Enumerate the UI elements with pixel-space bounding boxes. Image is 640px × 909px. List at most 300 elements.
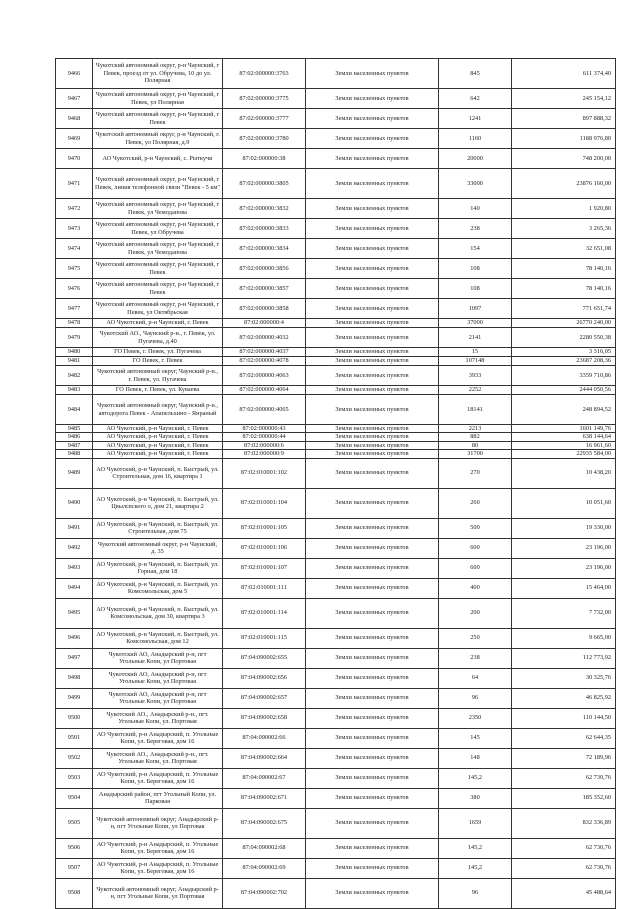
- cadastral-value-cell: 7 732,00: [512, 598, 616, 628]
- cadastral-number-cell: 87:04:090002:69: [223, 858, 306, 878]
- table-row: [56, 169, 616, 199]
- area-cell: 238: [439, 219, 512, 239]
- land-category-cell: Земли населенных пунктов: [306, 458, 439, 488]
- address-cell: АО Чукотский, р-н Чаунский, п. Быстрый, ул. Комсомольская, дом 30, квартира 3: [93, 598, 223, 628]
- table-row: [56, 708, 616, 728]
- table-row: [56, 149, 616, 169]
- row-number: 9480: [56, 348, 93, 357]
- cadastral-number-cell: 87:02:000000:38: [223, 149, 306, 169]
- row-number: 9494: [56, 578, 93, 598]
- land-category-cell: Земли населенных пунктов: [306, 149, 439, 169]
- cadastral-value-cell: 62 730,76: [512, 858, 616, 878]
- row-number: 9476: [56, 279, 93, 299]
- cadastral-value-cell: 62 644,35: [512, 728, 616, 748]
- cadastral-number-cell: 87:02:000000:43: [223, 425, 306, 433]
- address-cell: АО Чукотский, р-н Анадырский, п. Угольные Копи, ул. Береговая, дом 16: [93, 858, 223, 878]
- table-row: [56, 299, 616, 319]
- cadastral-number-cell: 87:02:000000:3857: [223, 279, 306, 299]
- area-cell: 18141: [439, 395, 512, 425]
- cadastral-number-cell: 87:02:000000:44: [223, 433, 306, 441]
- table-row: [56, 425, 616, 433]
- table-row: [56, 558, 616, 578]
- row-number: 9490: [56, 488, 93, 518]
- address-cell: Анадырский район, пгт Угольный Копи, ул. Парковая: [93, 788, 223, 808]
- land-category-cell: Земли населенных пунктов: [306, 518, 439, 538]
- address-cell: АО Чукотский, р-н Чаунский, п. Быстрый, ул. Строительная, дом 16, квартира 1: [93, 458, 223, 488]
- cadastral-value-cell: 1 920,80: [512, 199, 616, 219]
- land-category-cell: Земли населенных пунктов: [306, 357, 439, 366]
- row-number: 9498: [56, 668, 93, 688]
- address-cell: Чукотский автономный округ, р-н Чаунский, г Певек, ул Полярная: [93, 89, 223, 109]
- land-category-cell: Земли населенных пунктов: [306, 538, 439, 558]
- land-category-cell: Земли населенных пунктов: [306, 395, 439, 425]
- table-row: [56, 728, 616, 748]
- cadastral-number-cell: 87:02:000000:4: [223, 319, 306, 328]
- address-cell: Чукотский автономный округ, Чаунский р-н., г. Певек, ул. Пугачева: [93, 366, 223, 386]
- table-row: [56, 357, 616, 366]
- land-category-cell: Земли населенных пунктов: [306, 578, 439, 598]
- address-cell: АО Чукотский, р-н Чаунский, п. Быстрый, ул. Комсомольская, дом 5: [93, 578, 223, 598]
- cadastral-value-cell: 1188 976,80: [512, 129, 616, 149]
- address-cell: АО Чукотский, р-н Анадырский, п. Угольные Копи, ул. Береговая, дом 16: [93, 838, 223, 858]
- cadastral-value-cell: 23 196,00: [512, 558, 616, 578]
- cadastral-number-cell: 87:02:010001:115: [223, 628, 306, 648]
- land-category-cell: Земли населенных пунктов: [306, 259, 439, 279]
- land-category-cell: Земли населенных пунктов: [306, 858, 439, 878]
- cadastral-number-cell: 87:04:090002:68: [223, 838, 306, 858]
- cadastral-number-cell: 87:02:000000:3856: [223, 259, 306, 279]
- cadastral-number-cell: 87:02:010001:105: [223, 518, 306, 538]
- row-number: 9471: [56, 169, 93, 199]
- cadastral-value-cell: 3 265,36: [512, 219, 616, 239]
- address-cell: Чукотский АО, Анадырский р-н, пгт Угольные Копи, ул Портовая: [93, 648, 223, 668]
- table-row: [56, 386, 616, 395]
- cadastral-number-cell: 87:02:010001:104: [223, 488, 306, 518]
- area-cell: 20000: [439, 149, 512, 169]
- cadastral-number-cell: 87:02:000000:6: [223, 441, 306, 449]
- cadastral-number-cell: 87:02:000000:9: [223, 450, 306, 458]
- cadastral-number-cell: 87:02:000000:4063: [223, 366, 306, 386]
- cadastral-number-cell: 87:02:000000:4032: [223, 328, 306, 348]
- cadastral-value-cell: 32 651,08: [512, 239, 616, 259]
- address-cell: АО Чукотский, р-н Чаунский, г. Певек: [93, 433, 223, 441]
- table-row: [56, 59, 616, 89]
- table-row: [56, 395, 616, 425]
- area-cell: 200: [439, 598, 512, 628]
- address-cell: Чукотский автономный округ, р-н Чаунский, г. Певек, ул Полярная, д.9: [93, 129, 223, 149]
- cadastral-number-cell: 87:04:090002:664: [223, 748, 306, 768]
- land-category-cell: Земли населенных пунктов: [306, 808, 439, 838]
- row-number: 9501: [56, 728, 93, 748]
- row-number: 9473: [56, 219, 93, 239]
- area-cell: 37000: [439, 319, 512, 328]
- table-row: [56, 748, 616, 768]
- table-row: [56, 109, 616, 129]
- cadastral-value-cell: 2444 050,56: [512, 386, 616, 395]
- table-row: [56, 668, 616, 688]
- area-cell: 260: [439, 488, 512, 518]
- row-number: 9485: [56, 425, 93, 433]
- area-cell: 380: [439, 788, 512, 808]
- cadastral-number-cell: 87:04:090002:702: [223, 878, 306, 908]
- area-cell: 140: [439, 199, 512, 219]
- row-number: 9505: [56, 808, 93, 838]
- table-row: [56, 808, 616, 838]
- cadastral-number-cell: 87:02:000000:3805: [223, 169, 306, 199]
- land-category-cell: Земли населенных пунктов: [306, 488, 439, 518]
- row-number: 9504: [56, 788, 93, 808]
- address-cell: АО Чукотский, р-н Чаунский, г. Певек: [93, 441, 223, 449]
- area-cell: 3933: [439, 366, 512, 386]
- row-number: 9479: [56, 328, 93, 348]
- cadastral-value-cell: 15 464,00: [512, 578, 616, 598]
- table-row: [56, 768, 616, 788]
- cadastral-value-cell: 638 144,64: [512, 433, 616, 441]
- cadastral-value-cell: 10 438,20: [512, 458, 616, 488]
- cadastral-number-cell: 87:02:010001:107: [223, 558, 306, 578]
- cadastral-value-cell: 78 140,16: [512, 279, 616, 299]
- address-cell: Чукотский АО., Анадырский р-н., пгт. Угольные Копи, ул. Портовая: [93, 748, 223, 768]
- area-cell: 107148: [439, 357, 512, 366]
- area-cell: 1659: [439, 808, 512, 838]
- area-cell: 1097: [439, 299, 512, 319]
- area-cell: 96: [439, 878, 512, 908]
- table-row: [56, 328, 616, 348]
- cadastral-number-cell: 87:04:090002:656: [223, 668, 306, 688]
- area-cell: 400: [439, 578, 512, 598]
- cadastral-number-cell: 87:04:090002:655: [223, 648, 306, 668]
- row-number: 9484: [56, 395, 93, 425]
- row-number: 9466: [56, 59, 93, 89]
- row-number: 9506: [56, 838, 93, 858]
- land-category-cell: Земли населенных пунктов: [306, 648, 439, 668]
- area-cell: 15: [439, 348, 512, 357]
- address-cell: Чукотский АО., Анадырский р-н., пгт. Угольные Копи, ул. Портовая: [93, 708, 223, 728]
- address-cell: АО Чукотский, р-н Анадырский, п. Угольные Копи, ул. Береговая, дом 16: [93, 768, 223, 788]
- address-cell: Чукотский АО, Анадырский р-н, пгт Угольные Копи, ул Портовая: [93, 688, 223, 708]
- cadastral-value-cell: 1601 149,76: [512, 425, 616, 433]
- area-cell: 154: [439, 239, 512, 259]
- area-cell: 500: [439, 518, 512, 538]
- cadastral-value-cell: 26770 240,00: [512, 319, 616, 328]
- land-category-cell: Земли населенных пунктов: [306, 748, 439, 768]
- address-cell: Чукотский АО, Анадырский р-н, пгт Угольные Копи, ул Портовая: [93, 668, 223, 688]
- land-category-cell: Земли населенных пунктов: [306, 328, 439, 348]
- address-cell: Чукотский автономный округ, р-н Чаунский, г Певек, линия телефонной связи "Певек - 5 км": [93, 169, 223, 199]
- cadastral-value-cell: 62 730,76: [512, 838, 616, 858]
- table-row: [56, 348, 616, 357]
- row-number: 9493: [56, 558, 93, 578]
- cadastral-value-cell: 771 651,74: [512, 299, 616, 319]
- cadastral-value-cell: 832 336,89: [512, 808, 616, 838]
- address-cell: АО Чукотский, р-н Чаунский, п. Быстрый, ул. Комсомольская, дом 12: [93, 628, 223, 648]
- area-cell: 145: [439, 728, 512, 748]
- area-cell: 642: [439, 89, 512, 109]
- table-row: [56, 219, 616, 239]
- cadastral-number-cell: 87:02:000000:4078: [223, 357, 306, 366]
- land-category-cell: Земли населенных пунктов: [306, 89, 439, 109]
- row-number: 9495: [56, 598, 93, 628]
- cadastral-value-cell: 3359 710,86: [512, 366, 616, 386]
- address-cell: Чукотский АО., Чаунский р-н., г. Певек, ул. Пугачева, д.40: [93, 328, 223, 348]
- cadastral-number-cell: 87:02:000000:3775: [223, 89, 306, 109]
- row-number: 9497: [56, 648, 93, 668]
- cadastral-number-cell: 87:02:000000:3832: [223, 199, 306, 219]
- area-cell: 238: [439, 648, 512, 668]
- cadastral-value-cell: 46 825,92: [512, 688, 616, 708]
- row-number: 9472: [56, 199, 93, 219]
- row-number: 9482: [56, 366, 93, 386]
- cadastral-number-cell: 87:02:010001:102: [223, 458, 306, 488]
- table-row: [56, 279, 616, 299]
- cadastral-number-cell: 87:02:010001:111: [223, 578, 306, 598]
- cadastral-value-cell: 16 961,60: [512, 441, 616, 449]
- address-cell: АО Чукотский, р-н Чаунский, п. Быстрый, ул. Цвылсвского о, дом 21, квартира 2: [93, 488, 223, 518]
- land-category-cell: Земли населенных пунктов: [306, 386, 439, 395]
- row-number: 9486: [56, 433, 93, 441]
- cadastral-value-cell: 611 374,40: [512, 59, 616, 89]
- cadastral-value-cell: 23687 208,36: [512, 357, 616, 366]
- row-number: 9470: [56, 149, 93, 169]
- land-category-cell: Земли населенных пунктов: [306, 279, 439, 299]
- land-category-cell: Земли населенных пунктов: [306, 768, 439, 788]
- cadastral-value-cell: 748 200,00: [512, 149, 616, 169]
- row-number: 9491: [56, 518, 93, 538]
- cadastral-number-cell: 87:04:090002:671: [223, 788, 306, 808]
- area-cell: 2141: [439, 328, 512, 348]
- land-category-cell: Земли населенных пунктов: [306, 788, 439, 808]
- cadastral-value-cell: 23876 160,00: [512, 169, 616, 199]
- row-number: 9489: [56, 458, 93, 488]
- address-cell: АО Чукотский, р-н Чаунский, г. Певек: [93, 319, 223, 328]
- table-row: [56, 366, 616, 386]
- table-row: [56, 878, 616, 908]
- table-row: [56, 648, 616, 668]
- area-cell: 250: [439, 628, 512, 648]
- cadastral-value-cell: 9 665,00: [512, 628, 616, 648]
- row-number: 9481: [56, 357, 93, 366]
- address-cell: АО Чукотский, р-н Чаунский, с. Рыткучи: [93, 149, 223, 169]
- area-cell: 80: [439, 441, 512, 449]
- row-number: 9483: [56, 386, 93, 395]
- row-number: 9499: [56, 688, 93, 708]
- address-cell: ГО Певек, г. Певек, ул. Пугачева: [93, 348, 223, 357]
- area-cell: 270: [439, 458, 512, 488]
- land-category-cell: Земли населенных пунктов: [306, 450, 439, 458]
- land-category-cell: Земли населенных пунктов: [306, 169, 439, 199]
- area-cell: 31700: [439, 450, 512, 458]
- address-cell: Чукотский автономный округ, Анадырский р-н, пгт Угольные Копи, ул Портовая: [93, 878, 223, 908]
- land-category-cell: Земли населенных пунктов: [306, 129, 439, 149]
- table-row: [56, 838, 616, 858]
- address-cell: Чукотский автономный округ, р-н Чаунский, г Певек, ул Обручева: [93, 219, 223, 239]
- area-cell: 600: [439, 538, 512, 558]
- cadastral-number-cell: 87:02:000000:3834: [223, 239, 306, 259]
- land-plot-table: [55, 58, 616, 909]
- land-category-cell: Земли населенных пунктов: [306, 708, 439, 728]
- cadastral-number-cell: 87:04:090002:658: [223, 708, 306, 728]
- land-category-cell: Земли населенных пунктов: [306, 219, 439, 239]
- area-cell: 108: [439, 279, 512, 299]
- cadastral-number-cell: 87:04:090002:657: [223, 688, 306, 708]
- address-cell: ГО Певек, г. Певек: [93, 357, 223, 366]
- cadastral-number-cell: 87:02:010001:114: [223, 598, 306, 628]
- cadastral-value-cell: 72 189,96: [512, 748, 616, 768]
- land-category-cell: Земли населенных пунктов: [306, 199, 439, 219]
- area-cell: 145,2: [439, 838, 512, 858]
- cadastral-number-cell: 87:02:000000:3777: [223, 109, 306, 129]
- cadastral-value-cell: 78 140,16: [512, 259, 616, 279]
- table-row: [56, 628, 616, 648]
- row-number: 9478: [56, 319, 93, 328]
- land-category-cell: Земли населенных пунктов: [306, 728, 439, 748]
- row-number: 9477: [56, 299, 93, 319]
- area-cell: 1160: [439, 129, 512, 149]
- cadastral-number-cell: 87:04:090002:66: [223, 728, 306, 748]
- cadastral-number-cell: 87:02:000000:4064: [223, 386, 306, 395]
- land-category-cell: Земли населенных пунктов: [306, 433, 439, 441]
- land-category-cell: Земли населенных пунктов: [306, 366, 439, 386]
- table-row: [56, 89, 616, 109]
- cadastral-number-cell: 87:02:000000:3780: [223, 129, 306, 149]
- address-cell: ГО Певек, г. Певек, ул. Куваева: [93, 386, 223, 395]
- address-cell: Чукотский автономный округ, р-н Чаунский, г Певек, проезд от ул. Обручева, 10 до ул. Полярная: [93, 59, 223, 89]
- table-row: [56, 538, 616, 558]
- row-number: 9508: [56, 878, 93, 908]
- row-number: 9475: [56, 259, 93, 279]
- address-cell: АО Чукотский, р-н Чаунский, г. Певек: [93, 425, 223, 433]
- cadastral-number-cell: 87:04:090002:675: [223, 808, 306, 838]
- land-category-cell: Земли населенных пунктов: [306, 109, 439, 129]
- table-row: [56, 450, 616, 458]
- land-category-cell: Земли населенных пунктов: [306, 239, 439, 259]
- area-cell: 2213: [439, 425, 512, 433]
- cadastral-value-cell: 112 773,92: [512, 648, 616, 668]
- address-cell: Чукотский автономный округ, Анадырский р-н, пгт Угольные Копи, ул Портовая: [93, 808, 223, 838]
- land-category-cell: Земли населенных пунктов: [306, 299, 439, 319]
- row-number: 9488: [56, 450, 93, 458]
- address-cell: АО Чукотский, р-н Чаунский, п. Быстрый, ул. Строительная, дом 75: [93, 518, 223, 538]
- cadastral-value-cell: 62 730,76: [512, 768, 616, 788]
- land-category-cell: Земли населенных пунктов: [306, 441, 439, 449]
- address-cell: Чукотский автономный округ, р-н Чаунский, г Певек, ул Чемоданова: [93, 239, 223, 259]
- cadastral-value-cell: 19 330,00: [512, 518, 616, 538]
- row-number: 9467: [56, 89, 93, 109]
- cadastral-number-cell: 87:04:090002:67: [223, 768, 306, 788]
- address-cell: Чукотский автономный округ, р-н Чаунский, г Певек: [93, 279, 223, 299]
- area-cell: 600: [439, 558, 512, 578]
- area-cell: 845: [439, 59, 512, 89]
- cadastral-value-cell: 110 144,50: [512, 708, 616, 728]
- table-row: [56, 788, 616, 808]
- land-category-cell: Земли населенных пунктов: [306, 628, 439, 648]
- address-cell: Чукотский автономный округ, р-н Чаунский, г Певек: [93, 259, 223, 279]
- address-cell: Чукотский автономный округ, р-н Чаунский, г Певек, ул Октябрьская: [93, 299, 223, 319]
- address-cell: АО Чукотский, р-н Чаунский, п. Быстрый, ул. Горная, дом 18: [93, 558, 223, 578]
- area-cell: 1241: [439, 109, 512, 129]
- row-number: 9496: [56, 628, 93, 648]
- area-cell: 64: [439, 668, 512, 688]
- land-category-cell: Земли населенных пунктов: [306, 558, 439, 578]
- address-cell: Чукотский автономный округ, р-н Чаунский, г Певек, ул Чемоданова: [93, 199, 223, 219]
- row-number: 9507: [56, 858, 93, 878]
- table-row: [56, 239, 616, 259]
- row-number: 9487: [56, 441, 93, 449]
- cadastral-value-cell: 185 352,60: [512, 788, 616, 808]
- cadastral-value-cell: 22935 584,00: [512, 450, 616, 458]
- cadastral-number-cell: 87:02:000000:4065: [223, 395, 306, 425]
- row-number: 9469: [56, 129, 93, 149]
- cadastral-value-cell: 23 196,00: [512, 538, 616, 558]
- cadastral-number-cell: 87:02:000000:3858: [223, 299, 306, 319]
- table-row: [56, 441, 616, 449]
- table-row: [56, 858, 616, 878]
- row-number: 9502: [56, 748, 93, 768]
- land-category-cell: Земли населенных пунктов: [306, 425, 439, 433]
- row-number: 9468: [56, 109, 93, 129]
- cadastral-number-cell: 87:02:000000:3763: [223, 59, 306, 89]
- address-cell: АО Чукотский, р-н Чаунский, г. Певек: [93, 450, 223, 458]
- cadastral-value-cell: 2280 550,38: [512, 328, 616, 348]
- table-row: [56, 458, 616, 488]
- table-row: [56, 488, 616, 518]
- cadastral-value-cell: 45 488,64: [512, 878, 616, 908]
- cadastral-number-cell: 87:02:000000:4037: [223, 348, 306, 357]
- cadastral-value-cell: 10 051,60: [512, 488, 616, 518]
- row-number: 9500: [56, 708, 93, 728]
- area-cell: 108: [439, 259, 512, 279]
- area-cell: 148: [439, 748, 512, 768]
- row-number: 9474: [56, 239, 93, 259]
- cadastral-value-cell: 245 154,12: [512, 89, 616, 109]
- cadastral-value-cell: 3 316,05: [512, 348, 616, 357]
- area-cell: 2252: [439, 386, 512, 395]
- cadastral-value-cell: 248 894,52: [512, 395, 616, 425]
- cadastral-number-cell: 87:02:010001:106: [223, 538, 306, 558]
- address-cell: Чукотский автономный округ, р-н Чаунский, д. 35: [93, 538, 223, 558]
- table-row: [56, 518, 616, 538]
- land-category-cell: Земли населенных пунктов: [306, 59, 439, 89]
- land-category-cell: Земли населенных пунктов: [306, 598, 439, 628]
- address-cell: Чукотский автономный округ, Чаунский р-н., автодорога Певек - Апапельхино - Янраный: [93, 395, 223, 425]
- land-category-cell: Земли населенных пунктов: [306, 688, 439, 708]
- area-cell: 2350: [439, 708, 512, 728]
- row-number: 9492: [56, 538, 93, 558]
- cadastral-value-cell: 30 325,76: [512, 668, 616, 688]
- land-category-cell: Земли населенных пунктов: [306, 319, 439, 328]
- area-cell: 96: [439, 688, 512, 708]
- table-body: [56, 59, 616, 909]
- cadastral-value-cell: 897 888,32: [512, 109, 616, 129]
- table-row: [56, 259, 616, 279]
- land-category-cell: Земли населенных пунктов: [306, 348, 439, 357]
- land-category-cell: Земли населенных пунктов: [306, 838, 439, 858]
- table-row: [56, 433, 616, 441]
- table-row: [56, 129, 616, 149]
- address-cell: Чукотский автономный округ, р-н Чаунский, г Певек: [93, 109, 223, 129]
- land-category-cell: Земли населенных пунктов: [306, 878, 439, 908]
- table-row: [56, 578, 616, 598]
- cadastral-number-cell: 87:02:000000:3833: [223, 219, 306, 239]
- table-row: [56, 199, 616, 219]
- land-category-cell: Земли населенных пунктов: [306, 668, 439, 688]
- table-row: [56, 319, 616, 328]
- area-cell: 882: [439, 433, 512, 441]
- row-number: 9503: [56, 768, 93, 788]
- table-row: [56, 688, 616, 708]
- area-cell: 145,2: [439, 858, 512, 878]
- address-cell: АО Чукотский, р-н Анадырский, п. Угольные Копи, ул. Береговая, дом 16: [93, 728, 223, 748]
